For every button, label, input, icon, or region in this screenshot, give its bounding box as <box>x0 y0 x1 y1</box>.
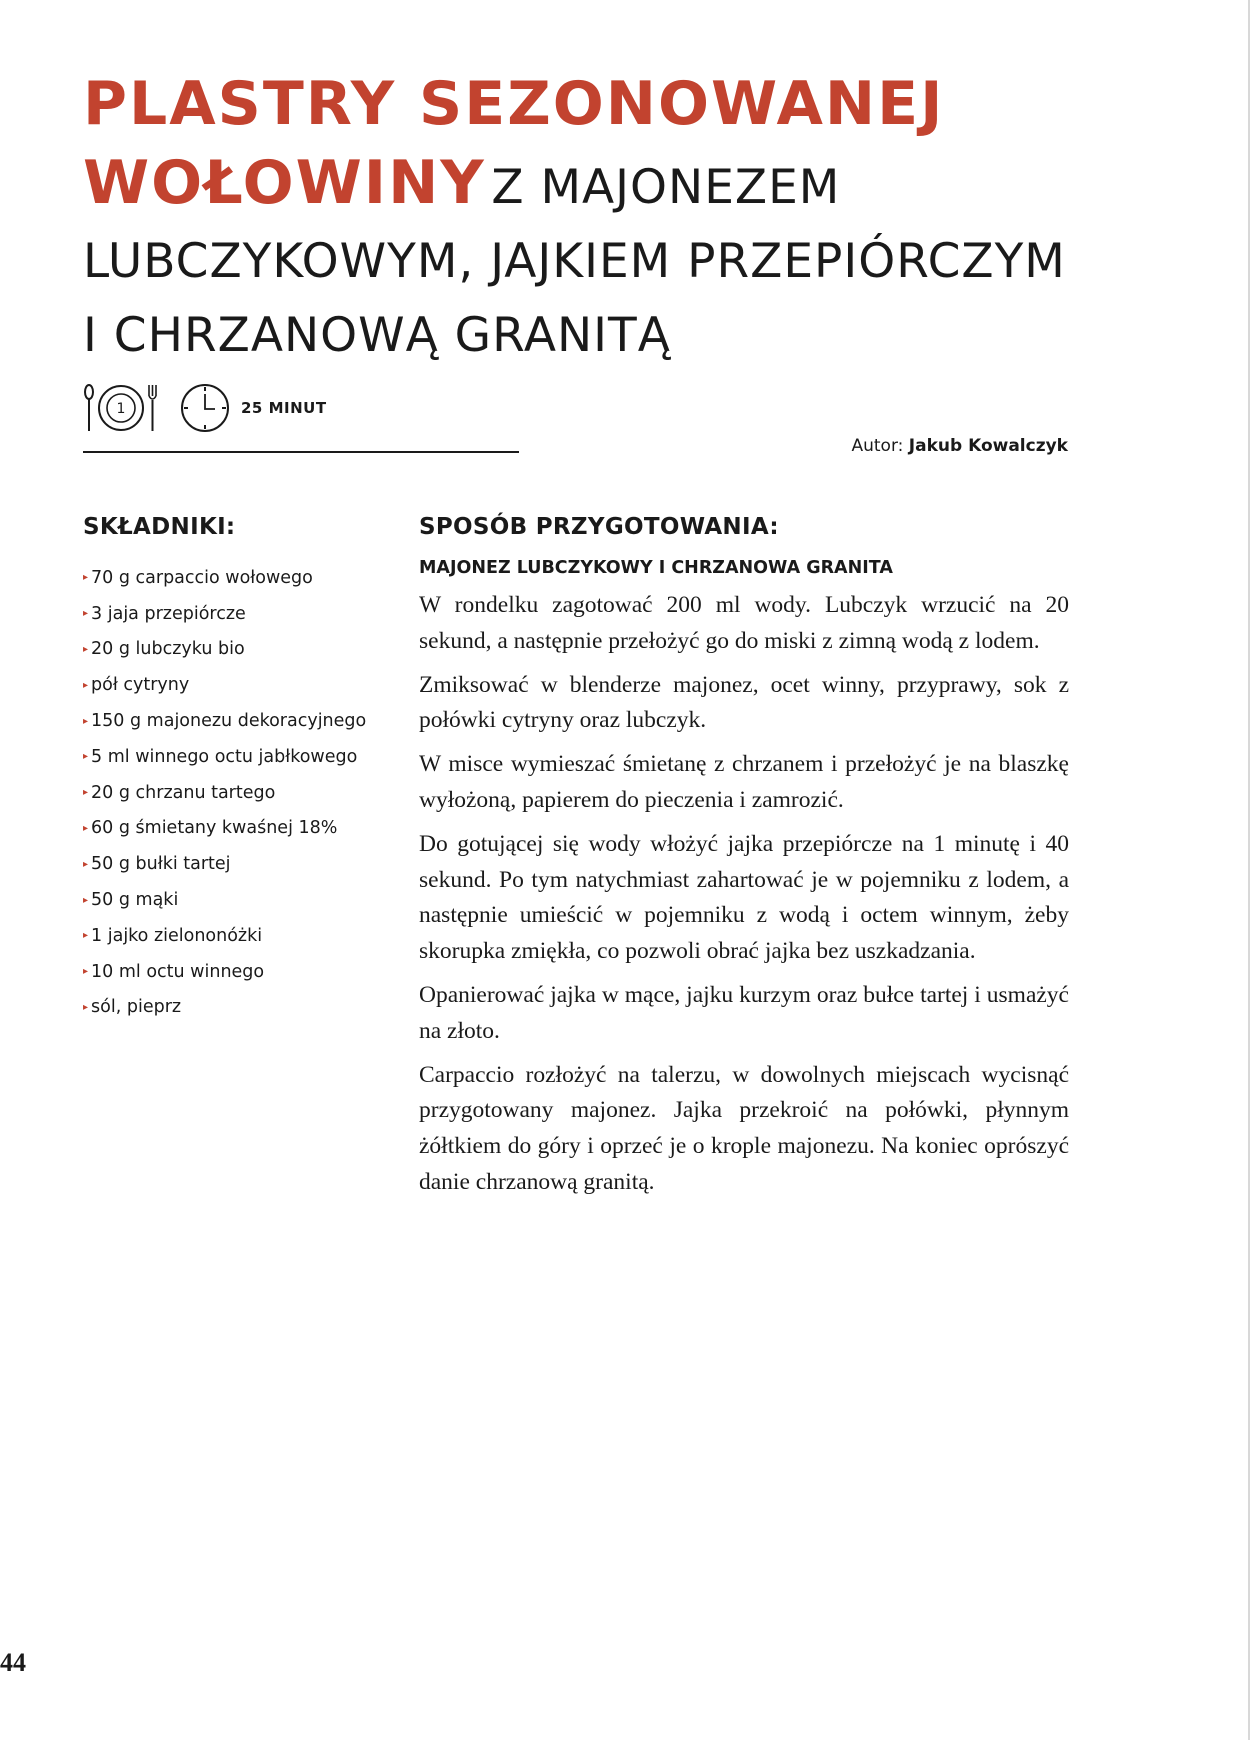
recipe-title <box>83 69 1123 378</box>
bullet-icon: ▸ <box>83 787 89 799</box>
plate-cutlery-icon <box>83 382 161 434</box>
author-name: Jakub Kowalczyk <box>908 436 1068 456</box>
bullet-icon: ▸ <box>83 966 89 978</box>
preparation-paragraph: W misce wymieszać śmietanę z chrzanem i przełożyć je na blaszkę wyłożoną, papierem do pieczenia i zamrozić. <box>419 751 1069 813</box>
preparation-steps <box>419 588 1069 1201</box>
preparation-paragraph: Opanierować jajka w mące, jajku kurzym oraz bułce tartej i usmażyć na złoto. <box>419 981 1069 1044</box>
preparation-section <box>419 514 1069 1209</box>
meta-row <box>83 382 327 434</box>
bullet-icon: ▸ <box>83 894 89 906</box>
list-item: ▸ pół cytryny <box>83 675 190 696</box>
title-bold-line2: WOŁOWINY <box>83 148 486 218</box>
list-item: ▸ 60 g śmietany kwaśnej 18% <box>83 818 338 839</box>
list-item: ▸ 70 g carpaccio wołowego <box>83 567 313 588</box>
bullet-icon: ▸ <box>83 643 89 655</box>
author-label: Autor: <box>851 436 904 456</box>
list-item: ▸ 150 g majonezu dekoracyjnego <box>83 711 367 732</box>
list-item: ▸ 5 ml winnego octu jabłkowego <box>83 746 358 767</box>
bullet-icon: ▸ <box>83 608 89 620</box>
list-item: ▸ 10 ml octu winnego <box>83 961 265 982</box>
list-item: ▸ 1 jajko zielononóżki <box>83 925 263 946</box>
prep-time: 25 MINUT <box>241 399 327 417</box>
list-item: ▸ sól, pieprz <box>83 997 182 1018</box>
preparation-subheading: MAJONEZ LUBCZYKOWY I CHRZANOWA GRANITA <box>419 558 893 578</box>
divider-line <box>83 451 519 453</box>
list-item: ▸ 20 g chrzanu tartego <box>83 782 276 803</box>
bullet-icon: ▸ <box>83 1001 89 1013</box>
author-credit <box>851 436 1068 456</box>
list-item: ▸ 50 g bułki tartej <box>83 854 231 875</box>
preparation-heading: SPOSÓB PRZYGOTOWANIA: <box>419 514 779 540</box>
bullet-icon: ▸ <box>83 751 89 763</box>
clock-icon <box>179 382 231 434</box>
bullet-icon: ▸ <box>83 822 89 834</box>
bullet-icon: ▸ <box>83 858 89 870</box>
preparation-paragraph: Carpaccio rozłożyć na talerzu, w dowolnych miejscach wycisnąć przygotowany majonez. Jajka przekroić na połówki, płynnym żółtkiem do góry i oprzeć je o krople majonezu. Na koniec oprószyć danie chrzanową granitą. <box>419 1061 1069 1195</box>
title-light-part1: Z MAJONEZEM <box>491 160 841 215</box>
bullet-icon: ▸ <box>83 930 89 942</box>
list-item: ▸ 20 g lubczyku bio <box>83 639 245 660</box>
preparation-paragraph: W rondelku zagotować 200 ml wody. Lubczyk wrzucić na 20 sekund, a następnie przełożyć go do miski z zimną wodą z lodem. <box>419 592 1069 654</box>
title-light-line2: LUBCZYKOWYM, JAJKIEM PRZEPIÓRCZYM <box>83 234 1066 289</box>
bullet-icon: ▸ <box>83 715 89 727</box>
page-number: 44 <box>0 1648 26 1677</box>
bullet-icon: ▸ <box>83 572 89 584</box>
preparation-paragraph: Do gotującej się wody włożyć jajka przepiórcze na 1 minutę i 40 sekund. Po tym natychmiast zahartować je w pojemniku z lodem, a następnie umieścić w pojemniku z wodą i octem winnym, żeby skorupka zmiękła, co pozwoli obrać jajka bez uszkadzania. <box>419 830 1069 965</box>
ingredients-heading: SKŁADNIKI: <box>83 514 236 540</box>
bullet-icon: ▸ <box>83 679 89 691</box>
preparation-paragraph: Zmiksować w blenderze majonez, ocet winny, przyprawy, sok z połówki cytryny oraz lubczyk. <box>419 671 1069 734</box>
list-item: ▸ 50 g mąki <box>83 890 179 911</box>
title-bold-line1: PLASTRY SEZONOWANEJ <box>83 69 945 139</box>
ingredients-list <box>83 560 366 1025</box>
list-item: ▸ 3 jaja przepiórcze <box>83 603 246 624</box>
servings-number: 1 <box>116 401 126 417</box>
title-light-line3: I CHRZANOWĄ GRANITĄ <box>83 308 671 363</box>
